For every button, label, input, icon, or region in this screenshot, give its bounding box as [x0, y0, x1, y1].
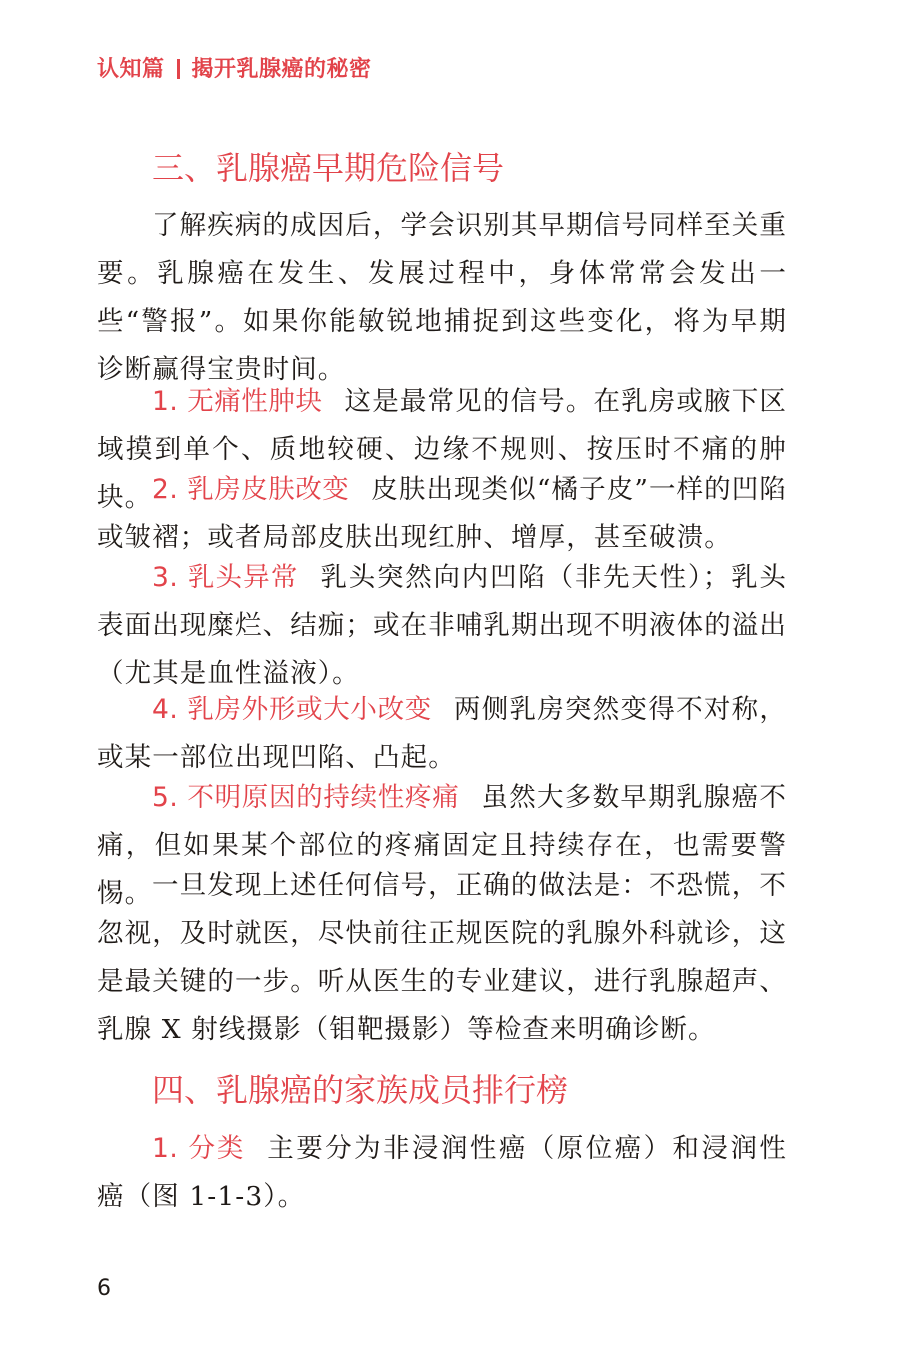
signal-item-3-text: 乳头突然向内凹陷（非先天性）；乳头表面出现糜烂、结痂；或在非哺乳期出现不明液体的溢出（尤其是血性溢液）。: [97, 562, 787, 689]
running-head-part: 认知篇: [97, 57, 165, 82]
running-head: [97, 52, 372, 83]
classification-item: [97, 1125, 787, 1221]
signal-item-1-text: 这是最常见的信号。在乳房或腋下区域摸到单个、质地较硬、边缘不规则、按压时不痛的肿块。: [97, 386, 787, 513]
classification-item-text: 主要分为非浸润性癌（原位癌）和浸润性癌（图 1-1-3）。: [97, 1133, 787, 1212]
signal-item-4-heading: 4. 乳房外形或大小改变: [152, 694, 432, 725]
signal-item-4: [97, 686, 787, 782]
running-head-chapter: 揭开乳腺癌的秘密: [191, 57, 372, 82]
signal-item-5-heading: 5. 不明原因的持续性疼痛: [152, 782, 460, 813]
signal-item-3: [97, 554, 787, 698]
signal-item-2-text: 皮肤出现类似“橘子皮”一样的凹陷或皱褶；或者局部皮肤出现红肿、增厚，甚至破溃。: [97, 474, 787, 553]
classification-item-heading: 1. 分类: [152, 1133, 246, 1164]
intro-paragraph: 了解疾病的成因后，学会识别其早期信号同样至关重要。乳腺癌在发生、发展过程中，身体常常会发出一些“警报”。如果你能敏锐地捕捉到这些变化，将为早期诊断赢得宝贵时间。: [97, 210, 787, 385]
signal-item-1-heading: 1. 无痛性肿块: [152, 386, 323, 417]
section-heading-early-signals: 三、乳腺癌早期危险信号: [152, 149, 505, 187]
conclusion-paragraph: 一旦发现上述任何信号，正确的做法是：不恐慌，不忽视，及时就医，尽快前往正规医院的乳腺外科就诊，这是最关键的一步。听从医生的专业建议，进行乳腺超声、乳腺 X 射线摄影（钼靶摄影）等检查来明确诊断。: [97, 870, 787, 1045]
signal-item-3-heading: 3. 乳头异常: [152, 562, 299, 593]
section-heading-family-ranking: 四、乳腺癌的家族成员排行榜: [152, 1071, 569, 1109]
running-head-separator: [177, 59, 180, 79]
signal-item-2: [97, 466, 787, 562]
page-number: 6: [97, 1276, 111, 1301]
signal-item-2-heading: 2. 乳房皮肤改变: [152, 474, 350, 505]
signal-item-4-text: 两侧乳房突然变得不对称，或某一部位出现凹陷、凸起。: [97, 694, 787, 773]
signal-item-5-text: 虽然大多数早期乳腺癌不痛，但如果某个部位的疼痛固定且持续存在，也需要警惕。: [97, 782, 787, 909]
